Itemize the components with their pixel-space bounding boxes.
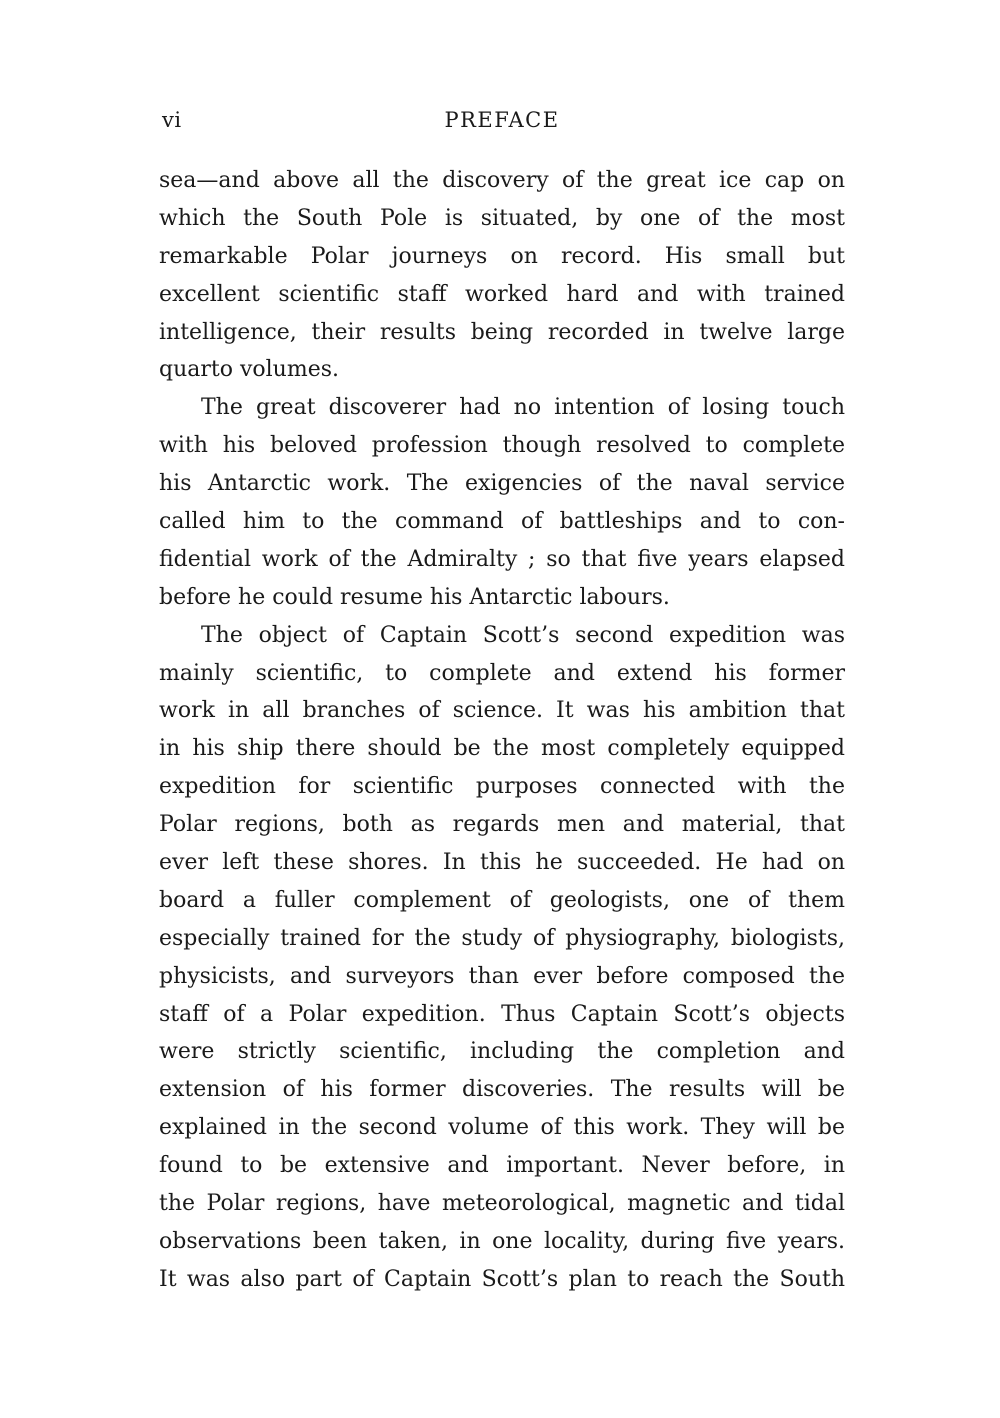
- text-line: before he could resume his Antarctic labours.: [159, 584, 670, 610]
- text-line: remarkable Polar journeys on record. His small but: [159, 243, 845, 269]
- text-line: work in all branches of science. It was his ambition that: [159, 698, 845, 724]
- paragraph-2: [159, 389, 845, 616]
- text-line: extension of his former discoveries. The results will be: [159, 1077, 845, 1103]
- text-line: which the South Pole is situated, by one of the most: [159, 205, 845, 231]
- text-line: It was also part of Captain Scott’s plan to reach the South: [159, 1266, 845, 1292]
- text-line: observations been taken, in one locality, during five years.: [159, 1228, 845, 1254]
- text-line: with his beloved profession though resolved to complete: [159, 433, 845, 459]
- text-line: The object of Captain Scott’s second expedition was: [201, 622, 845, 648]
- text-line: the Polar regions, have meteorological, magnetic and tidal: [159, 1191, 845, 1217]
- text-line: staff of a Polar expedition. Thus Captain Scott’s objects: [159, 1001, 845, 1027]
- text-line: The great discoverer had no intention of losing touch: [201, 395, 845, 421]
- text-line: excellent scientific staff worked hard and with trained: [159, 281, 845, 307]
- text-line: mainly scientific, to complete and extend his former: [159, 660, 845, 686]
- text-line: fidential work of the Admiralty ; so that five years elapsed: [159, 546, 845, 572]
- text-line: in his ship there should be the most completely equipped: [159, 736, 845, 762]
- running-head: [160, 108, 844, 140]
- text-line: found to be extensive and important. Never before, in: [159, 1153, 845, 1179]
- body-text: [159, 162, 845, 1299]
- text-line: expedition for scientific purposes connected with the: [159, 774, 845, 800]
- text-line: quarto volumes.: [159, 357, 340, 383]
- text-line: physicists, and surveyors than ever before composed the: [159, 963, 845, 989]
- text-line: called him to the command of battleships and to con-: [159, 509, 845, 535]
- text-line: explained in the second volume of this work. They will be: [159, 1115, 845, 1141]
- text-line: board a fuller complement of geologists, one of them: [159, 887, 845, 913]
- page-number: vi: [162, 108, 182, 132]
- paragraph-3: [159, 617, 845, 1299]
- text-line: were strictly scientific, including the completion and: [159, 1039, 845, 1065]
- text-line: ever left these shores. In this he succeeded. He had on: [159, 850, 845, 876]
- text-line: Polar regions, both as regards men and material, that: [159, 812, 845, 838]
- text-line: sea—and above all the discovery of the great ice cap on: [159, 168, 845, 193]
- text-line: intelligence, their results being recorded in twelve large: [159, 319, 845, 345]
- running-title: PREFACE: [444, 108, 560, 132]
- text-line: his Antarctic work. The exigencies of the naval service: [159, 471, 845, 497]
- text-line: especially trained for the study of physiography, biologists,: [159, 925, 845, 951]
- paragraph-1: [159, 162, 845, 389]
